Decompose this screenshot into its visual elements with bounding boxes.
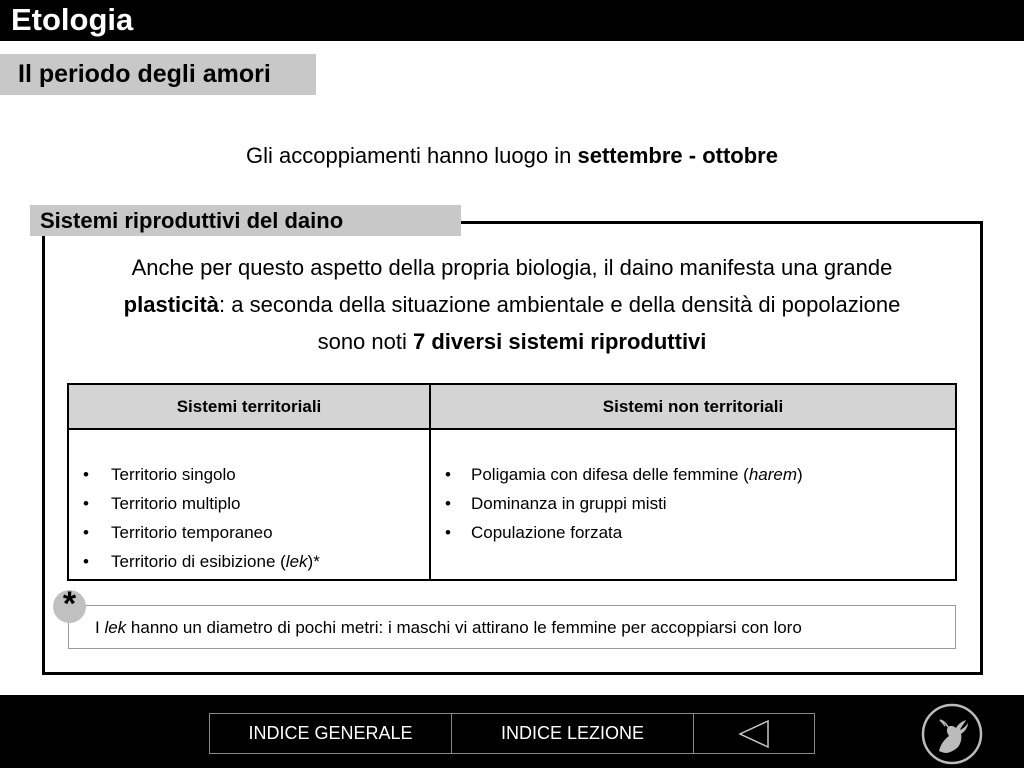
asterisk-badge xyxy=(53,585,86,623)
list-item: • Territorio singolo xyxy=(69,460,429,489)
section-title-tab xyxy=(0,54,316,95)
list-item xyxy=(431,460,955,489)
list-territoriali xyxy=(69,460,429,576)
triangle-left-icon xyxy=(737,719,771,749)
panel-title: Sistemi riproduttivi del daino xyxy=(40,208,344,233)
item-italic: lek xyxy=(285,552,308,571)
intro-lead: Gli accoppiamenti hanno luogo in xyxy=(246,143,578,168)
table-body-row xyxy=(68,429,956,580)
item-text: Territorio di esibizione ( xyxy=(111,552,286,571)
list-item: • Copulazione forzata xyxy=(431,518,955,547)
back-button[interactable] xyxy=(694,714,814,753)
deer-logo-icon[interactable] xyxy=(921,703,983,765)
list-item xyxy=(69,547,429,576)
header-territoriali: Sistemi territoriali xyxy=(68,384,430,429)
section-title: Il periodo degli amori xyxy=(18,60,271,88)
list-item: • Dominanza in gruppi misti xyxy=(431,489,955,518)
footnote-text xyxy=(95,617,802,639)
cell-non-territoriali xyxy=(430,429,956,580)
item-italic: harem xyxy=(748,465,797,484)
item-text: Poligamia con difesa delle femmine ( xyxy=(471,465,749,484)
table-header-row xyxy=(68,384,956,429)
panel-paragraph xyxy=(52,249,972,360)
intro-period: settembre - ottobre xyxy=(577,143,778,168)
item-text: )* xyxy=(307,552,320,571)
footnote-box xyxy=(68,605,956,649)
indice-generale-button[interactable]: INDICE GENERALE xyxy=(210,714,452,753)
note-body: hanno un diametro di pochi metri: i maschi vi attirano le femmine per accoppiarsi con loro xyxy=(126,618,802,637)
header-non-territoriali: Sistemi non territoriali xyxy=(430,384,956,429)
para-bold-plasticity: plasticità xyxy=(123,292,220,317)
cell-territoriali xyxy=(68,429,430,580)
footer-nav xyxy=(209,713,815,754)
indice-lezione-button[interactable]: INDICE LEZIONE xyxy=(452,714,694,753)
list-non-territoriali xyxy=(431,460,955,547)
asterisk-icon: * xyxy=(62,585,77,623)
note-lead: I xyxy=(95,618,105,637)
top-bar xyxy=(0,0,1024,41)
app-title: Etologia xyxy=(11,2,134,37)
systems-table xyxy=(67,383,957,581)
para-line-3: sono noti xyxy=(317,329,413,354)
para-line-2: : a seconda della situazione ambientale e della densità di popolazione xyxy=(219,292,901,317)
note-italic: lek xyxy=(104,618,127,637)
item-text: ) xyxy=(797,465,803,484)
panel-title-tab xyxy=(30,205,461,236)
list-item: • Territorio temporaneo xyxy=(69,518,429,547)
para-line-1: Anche per questo aspetto della propria biologia, il daino manifesta una grande xyxy=(131,255,893,280)
list-item: • Territorio multiplo xyxy=(69,489,429,518)
intro-text xyxy=(0,142,1024,170)
para-bold-systems: 7 diversi sistemi riproduttivi xyxy=(412,329,707,354)
